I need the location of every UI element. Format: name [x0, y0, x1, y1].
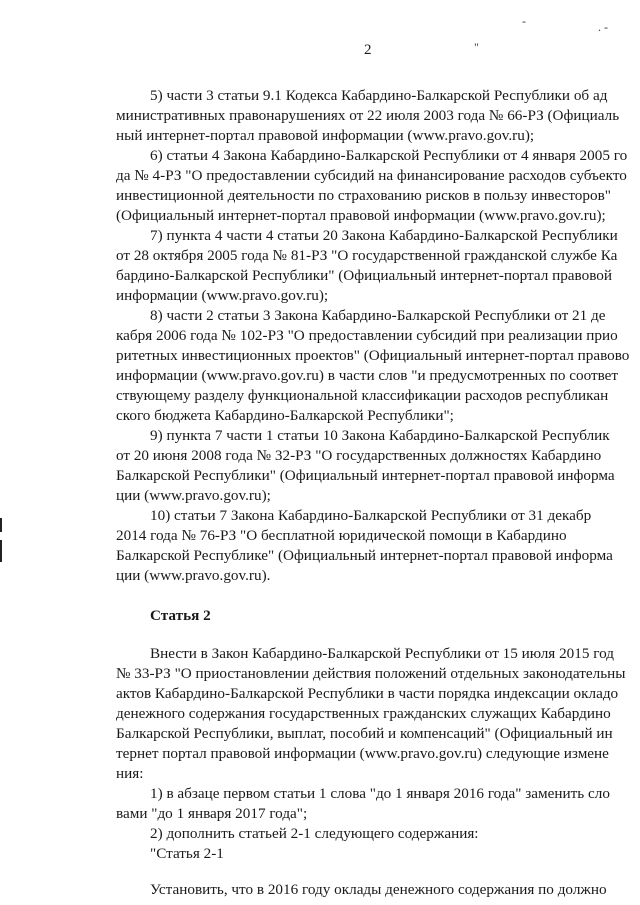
text-line: 2) дополнить статьей 2-1 следующего содержания:: [150, 825, 479, 842]
text-line: (Официальный интернет-портал правовой информации (www.pravo.gov.ru);: [116, 207, 606, 224]
text-line: 9) пункта 7 части 1 статьи 10 Закона Кабардино-Балкарской Республик: [150, 427, 610, 444]
text-line: Балкарской Республики, выплат, пособий и компенсаций" (Официальный ин: [116, 725, 613, 742]
scan-mark: ": [474, 40, 479, 54]
text-line: 7) пункта 4 части 4 статьи 20 Закона Кабардино-Балкарской Республики: [150, 227, 618, 244]
text-line: актов Кабардино-Балкарской Республики в части порядка индексации окладо: [116, 685, 619, 702]
scan-edge-mark: [0, 518, 2, 532]
text-line: денежного содержания государственных гражданских служащих Кабардино: [116, 705, 611, 722]
text-line: № 33-РЗ "О приостановлении действия положений отдельных законодательны: [116, 665, 626, 682]
text-line: 5) части 3 статьи 9.1 Кодекса Кабардино-Балкарской Республики об ад: [150, 87, 608, 104]
text-line: 2014 года № 76-РЗ "О бесплатной юридической помощи в Кабардино: [116, 527, 567, 544]
text-line: информации (www.pravo.gov.ru);: [116, 287, 329, 304]
text-line: 1) в абзаце первом статьи 1 слова "до 1 января 2016 года" заменить сло: [150, 785, 610, 802]
text-line: Балкарской Республике" (Официальный интернет-портал правовой информа: [116, 547, 613, 564]
text-line: 10) статьи 7 Закона Кабардино-Балкарской Республики от 31 декабр: [150, 507, 592, 524]
text-line: Балкарской Республики" (Официальный интернет-портал правовой информа: [116, 467, 615, 484]
page-number: 2: [364, 42, 372, 58]
text-line: 8) части 2 статьи 3 Закона Кабардино-Балкарской Республики от 21 де: [150, 307, 606, 324]
text-line: ского бюджета Кабардино-Балкарской Республики";: [116, 407, 454, 424]
text-line: ции (www.pravo.gov.ru);: [116, 487, 271, 504]
text-line: информации (www.pravo.gov.ru) в части слов "и предусмотренных по соответ: [116, 367, 619, 384]
text-line: Внести в Закон Кабардино-Балкарской Республики от 15 июля 2015 год: [150, 645, 614, 662]
text-line: тернет портал правовой информации (www.pravo.gov.ru) следующие измене: [116, 745, 609, 762]
text-line: от 28 октября 2005 года № 81-РЗ "О государственной гражданской службе Ка: [116, 247, 618, 264]
text-line: министративных правонарушениях от 22 июля 2003 года № 66-РЗ (Официаль: [116, 107, 620, 124]
text-line: ритетных инвестиционных проектов" (Официальный интернет-портал правово: [116, 347, 630, 364]
text-line: вами "до 1 января 2017 года";: [116, 805, 308, 822]
text-line: да № 4-РЗ "О предоставлении субсидий на финансирование расходов субъекто: [116, 167, 627, 184]
text-line: "Статья 2-1: [150, 845, 224, 862]
text-line: ный интернет-портал правовой информации (www.pravo.gov.ru);: [116, 127, 535, 144]
scan-mark: . -: [598, 20, 608, 34]
text-line: Установить, что в 2016 году оклады денежного содержания по должно: [150, 881, 607, 898]
article-heading: Статья 2: [150, 607, 211, 624]
scan-edge-mark: [0, 540, 2, 562]
text-line: 6) статьи 4 Закона Кабардино-Балкарской Республики от 4 января 2005 го: [150, 147, 628, 164]
text-line: от 20 июня 2008 года № 32-РЗ "О государственных должностях Кабардино: [116, 447, 602, 464]
text-line: ния:: [116, 765, 144, 782]
text-line: ствующему разделу функциональной классификации расходов республикан: [116, 387, 609, 404]
text-line: ции (www.pravo.gov.ru).: [116, 567, 271, 584]
scan-mark: -: [522, 14, 526, 28]
text-line: инвестиционной деятельности по страхованию рисков в пользу инвесторов": [116, 187, 611, 204]
text-line: бардино-Балкарской Республики" (Официальный интернет-портал правовой: [116, 267, 612, 284]
text-line: кабря 2006 года № 102-РЗ "О предоставлении субсидий при реализации прио: [116, 327, 618, 344]
